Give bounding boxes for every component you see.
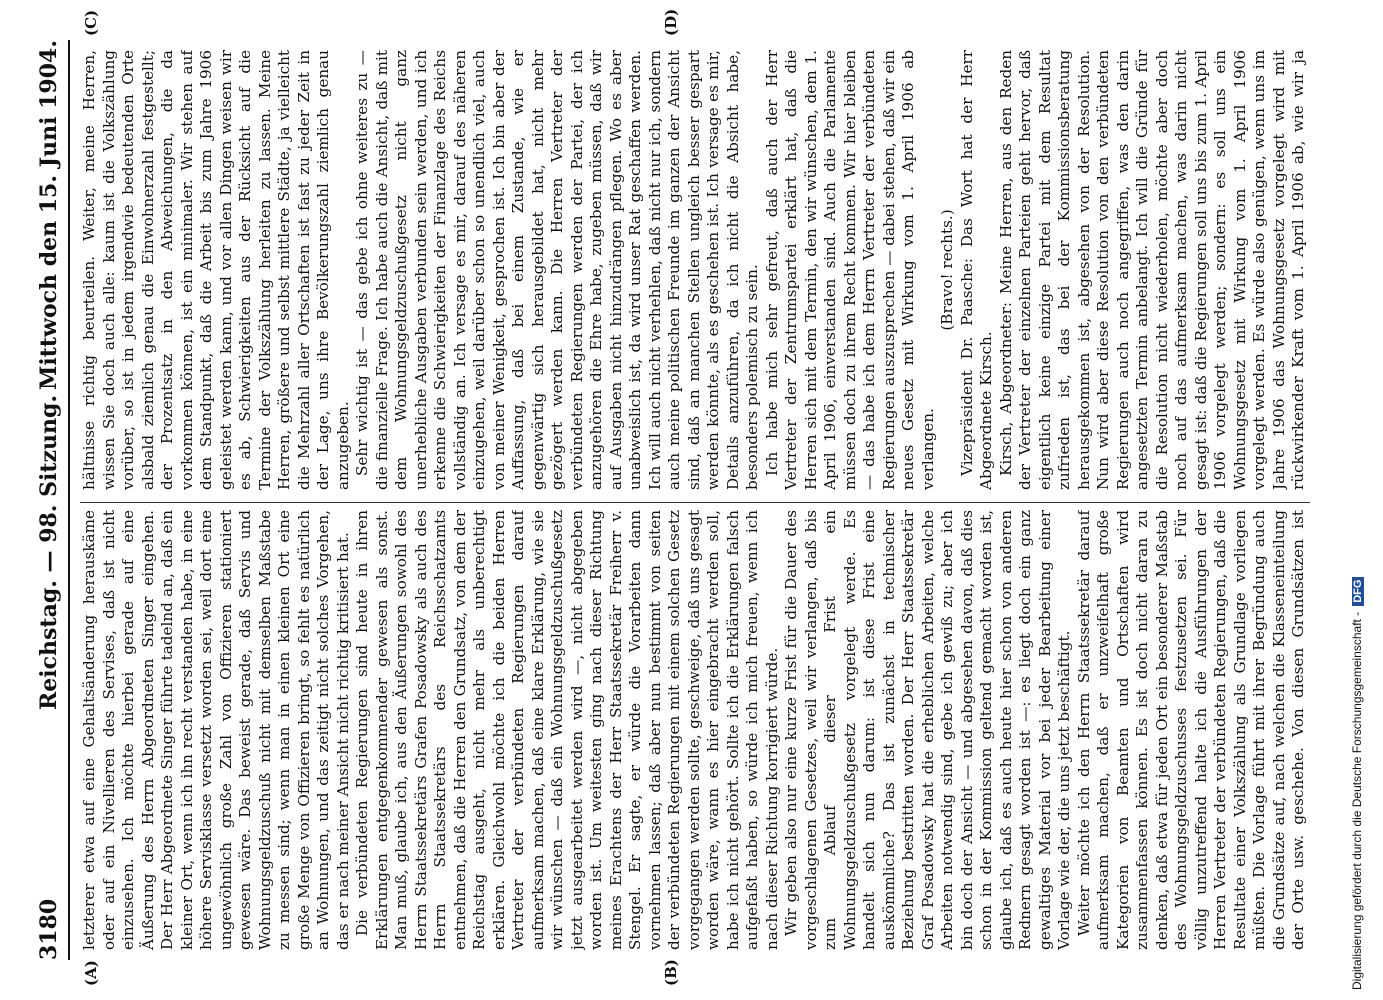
applause-note: (Bravo! rechts.) — [938, 209, 956, 331]
margin-mark-d: (D) — [662, 8, 680, 36]
column-divider — [80, 502, 1310, 503]
paragraph: hältnisse richtig beurteilen. Weiter, meine Herren, wissen Sie doch auch alle: kaum ist die Volkszählung vorüber, so ist in jedem irgendwie bedeutenden Orte alsbald ziemlich genau die Einwohnerzahl festgestellt; der Prozentsatz in den Abweichungen, die da vorkommen können, ist ein minimaler. Wir stehen auf dem Standpunkt, daß die Arbeit bis zum Jahre 1906 geleistet werden kann, und vor allen Dingen weisen wir es ab, Schwierigkeiten aus der Rücksicht auf die Termine der Volkszählung herleiten zu lassen. Meine Herren, größere und selbst mittlere Städte, ja vielleicht die Mehrzahl aller Ortschaften ist fast zu jeder Zeit in der Lage, uns ihre Bevölkerungszahl ziemlich genau anzugeben. — [80, 50, 352, 490]
paragraph: Die verbündeten Regierungen sind heute in ihren Erklärungen entgegenkommender gewesen als sonst. Man muß, glaube ich, aus den Äußerungen sowohl des Herrn Staatssekretärs Grafen Posadowsky als auch des Herrn Staatssekretärs des Reichsschatzamts entnehmen, daß die Herren den Grundsatz, von dem der Reichstag ausgeht, nicht mehr als unberechtigt erklären. Gleichwohl möchte ich die beiden Herren Vertreter der verbündeten Regierungen darauf aufmerksam machen, daß eine klare Erklärung, wie sie wir wünschen — daß ein Wohnungsgeldzuschußgesetz jetzt ausgearbeitet werden wird —, nicht abgegeben worden ist. Um weitesten ging nach dieser Richtung meines Erachtens der Herr Staatssekretär Freiherr v. Stengel. Er sagte, er würde die Vorarbeiten dann vornehmen lassen; daß aber nun bestimmt von seiten der verbündeten Regierungen mit einem solchen Gesetz vorgegangen werden sollte, geschweige, daß uns gesagt worden wäre, wann es hier eingebracht werden soll, habe ich nicht gehört. Sollte ich die Erklärungen falsch aufgefaßt haben, so würde ich mich freuen, wenn ich nach dieser Richtung korrigiert würde. — [353, 510, 781, 950]
page-number: 3180 — [36, 898, 62, 960]
header-rule — [68, 40, 70, 960]
digitization-note — [1350, 577, 1364, 990]
speaker-announcement: Vizepräsident Dr. Paasche: Das Wort hat der Herr Abgeordnete Kirsch. — [957, 50, 995, 490]
session-date: Mittwoch den 15. Juni 1904. — [36, 40, 62, 390]
paragraph: Kirsch, Abgeordneter: Meine Herren, aus den Reden der Vertreter der einzelnen Parteien geht hervor, daß eigentlich keine einzige Partei mit dem Resultat zufrieden ist, das bei der Kommissionsberatung herausgekommen ist, abgesehen von der Resolution. Nun wird aber diese Resolution von den verbündeten Regierungen auch noch angegriffen, was den darin angesetzten Termin anbelangt. Ich will die Gründe für die Resolution nicht wiederholen, möchte aber doch noch auf das aufmerksam machen, was darin nicht gesagt ist: daß die Regierungen soll uns bis zum 1. April 1906 vorgelegt werden; sondern: es soll uns ein Wohnungsgesetz mit Wirkung vom 1. April 1906 vorgelegt werden. Es würde also genügen, wenn uns im Jahre 1906 das Wohnungsgesetz vorgelegt wird mit rückwirkender Kraft vom 1. April 1906 ab, wie wir ja — [996, 50, 1307, 490]
digitization-note-text: Digitalisierung gefördert durch die Deutsche Forschungsgemeinschaft - — [1350, 611, 1364, 990]
margin-mark-b: (B) — [662, 959, 680, 986]
paragraph: letzterer etwa auf eine Gehaltsänderung herauskäme oder auf ein Nivellieren des Servises, daß ist nicht einzusehen. Ich möchte hierbei gerade auf eine Äußerung des Herrn Abgeordneten Singer eingehen. Der Herr Abgeordnete Singer führte tadelnd an, daß ein kleiner Ort, wenn ich ihn recht verstanden habe, in eine höhere Servisklasse versetzt worden sei, weil dort eine ungewöhnlich große Zahl von Offizieren stationiert gewesen wäre. Das beweist gerade, daß Servis und Wohnungsgeldzuschuß nicht mit demselben Maßstabe zu messen sind; wenn man in einen kleinen Ort eine große Menge von Offizieren bringt, so fehlt es natürlich an Wohnungen, und das zeitigt nicht solches Vorgehen, das er nach meiner Ansicht nicht richtig kritisiert hat. — [80, 510, 352, 950]
right-text-column — [80, 50, 1310, 490]
dfg-logo: DFG — [1352, 577, 1364, 606]
page-header — [30, 40, 64, 960]
paragraph: Wir geben also nur eine kurze Frist für die Dauer des vorgeschlagenen Gesetzes, weil wir verlangen, daß bis zum Ablauf dieser Frist ein Wohnungsgeldzuschußgesetz vorgelegt werde. Es handelt sich nun darum: ist diese Frist eine auskömmliche? Das ist zunächst in technischer Beziehung bestritten worden. Der Herr Staatssekretär Graf Posadowsky hat die erheblichen Arbeiten, welche Arbeiten notwendig sind, gebe ich gewiß zu; aber ich bin doch der Ansicht — und abgesehen davon, daß dies schon in der Kommission geltend gemacht worden ist, glaube ich, daß es auch heute hier schon von anderen Rednern gesagt worden ist —: es liegt doch ein ganz gewaltiges Material vor bei jeder Bearbeitung einer Vorlage wie der, die uns jetzt beschäftigt. — [782, 510, 1073, 950]
document-page — [30, 8, 1320, 986]
margin-mark-c: (C) — [82, 9, 100, 36]
session-title: Reichstag. — 98. Sitzung. — [36, 394, 62, 710]
paragraph: Weiter möchte ich den Herrn Staatssekretär darauf aufmerksam machen, daß er unzweifelhaft große Kategorien von Beamten und Ortschaften wird zusammenfassen können. Es ist doch nicht daran zu denken, daß etwa für jeden Ort ein besonderer Maßstab des Wohnungsgeldzuschusses festzusetzen sei. Für völlig unzutreffend halte ich die Ausführungen der Herren Vertreter der verbündeten Regierungen, daß die Resultate einer Volkszählung als Grundlage vorliegen müßten. Die Vorlage führt mit ihrer Begründung auch die Grundsätze auf, nach welchen die Klasseneinteilung der Orte usw. geschehe. Von diesen Grundsätzen ist — [1074, 510, 1307, 950]
paragraph: Ich habe mich sehr gefreut, daß auch der Herr Vertreter der Zentrumspartei erklärt hat, daß die Herren sich mit dem Termin, den wir wünschen, dem 1. April 1906, einverstanden sind. Auch die Parlamente müssen doch zu ihrem Recht kommen. Wir hier bleiben — das habe ich dem Herrn Vertreter der verbündeten Regierungen auszusprechen — dabei stehen, daß wir ein neues Gesetz mit Wirkung vom 1. April 1906 ab verlangen. — [762, 50, 937, 490]
left-text-column — [80, 510, 1310, 950]
paragraph: Sehr wichtig ist — das gebe ich ohne weiteres zu — die finanzielle Frage. Ich habe auch die Ansicht, daß mit dem Wohnungsgeldzuschußgesetz nicht ganz unerhebliche Ausgaben verbunden sein werden, und ich erkenne die Schwierigkeiten der Finanzlage des Reichs vollständig an. Ich versage es mir, darauf des näheren einzugehen, weil darüber schon so unendlich viel, auch von meiner Wenigkeit, gesprochen ist. Ich bin aber der Auffassung, daß bei einem Zustande, wie er gegenwärtig sich herausgebildet hat, nicht mehr gezögert werden kann. Die Herren Vertreter der verbündeten Regierungen werden der Partei, der ich anzugehören die Ehre habe, zugeben müssen, daß wir auf Ausgaben nicht hinzudrängen pflegen. Wo es aber unabweislich ist, da wird unser Rat geschaffen werden. Ich will auch nicht verhehlen, daß nicht nur ich, sondern auch meine politischen Freunde im ganzen der Ansicht sind, daß an manchen Stellen ungleich besser gespart werden könnte, als es geschehen ist. Ich versage es mir, Details anzuführen, da ich nicht die Absicht habe, besonders polemisch zu sein. — [353, 50, 761, 490]
margin-mark-a: (A) — [82, 960, 100, 986]
